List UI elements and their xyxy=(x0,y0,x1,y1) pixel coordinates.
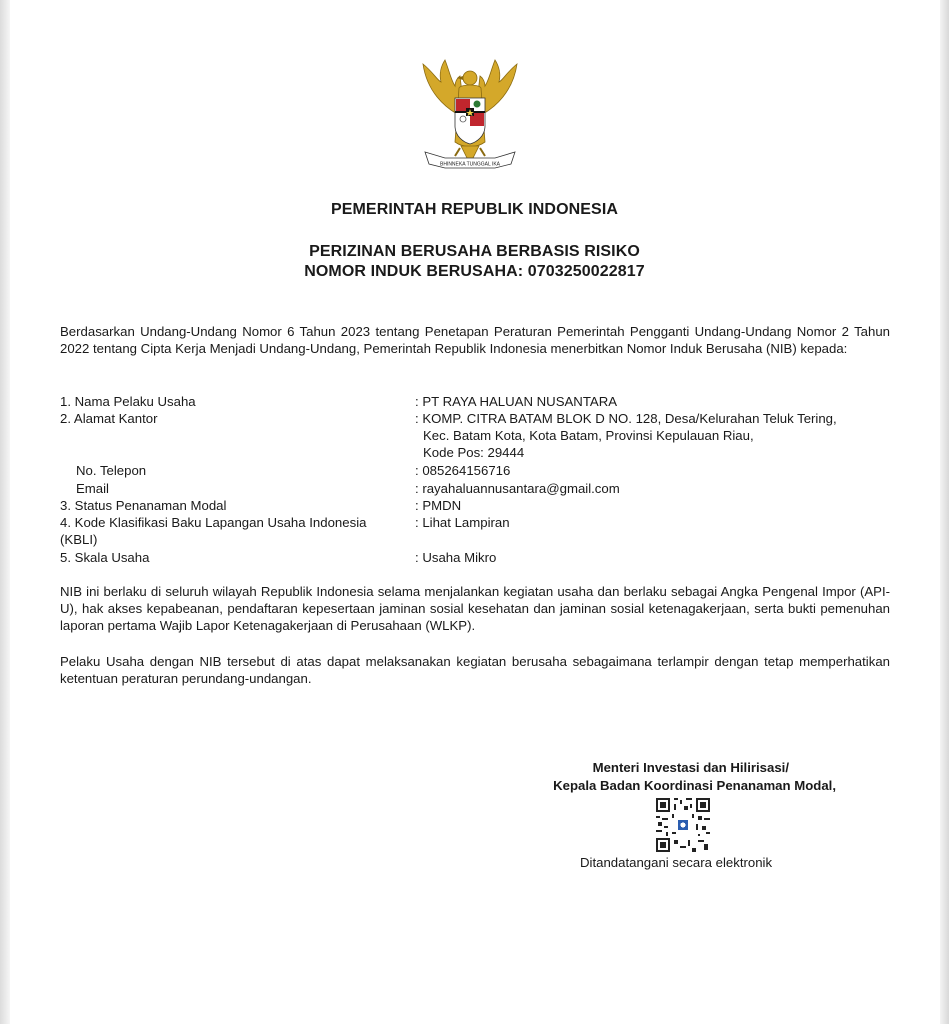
investment-status-label: 3. Status Penanaman Modal xyxy=(60,498,227,513)
business-name-label: 1. Nama Pelaku Usaha xyxy=(60,394,196,409)
nib-number: NOMOR INDUK BERUSAHA: 0703250022817 xyxy=(304,263,645,280)
kbli-value: : Lihat Lampiran xyxy=(415,515,510,530)
signatory-title-line-2: Kepala Badan Koordinasi Penanaman Modal, xyxy=(553,778,836,793)
document-title: PERIZINAN BERUSAHA BERBASIS RISIKO xyxy=(309,243,640,260)
signatory-title-line-1: Menteri Investasi dan Hilirisasi/ xyxy=(592,760,789,775)
address-line-2: Kec. Batam Kota, Kota Batam, Provinsi Kepulauan Riau, xyxy=(423,428,754,443)
business-scale-value: : Usaha Mikro xyxy=(415,550,497,565)
intro-paragraph: Berdasarkan Undang-Undang Nomor 6 Tahun 2023 tentang Penetapan Peraturan Pemerintah Pengganti Undang-Undang Nomor 2 Tahun 2022 tentang Cipta Kerja Menjadi Undang-Undang, Pemerintah Republik Indonesia menerbitkan Nomor Induk Berusaha (NIB) kepada: xyxy=(60,324,890,356)
business-name-value: : PT RAYA HALUAN NUSANTARA xyxy=(415,394,618,409)
kbli-label-suffix: (KBLI) xyxy=(60,532,98,547)
address-label: 2. Alamat Kantor xyxy=(60,411,158,426)
page-edge-left xyxy=(0,0,10,1024)
government-heading: PEMERINTAH REPUBLIK INDONESIA xyxy=(330,201,619,218)
compliance-paragraph: Pelaku Usaha dengan NIB tersebut di atas dapat melaksanakan kegiatan berusaha sebagaimana terlampir dengan tetap memperhatikan ketentuan peraturan perundang-undangan. xyxy=(60,654,890,686)
email-value: : rayahaluannusantara@gmail.com xyxy=(415,481,620,496)
garuda-emblem-icon xyxy=(405,52,535,182)
qr-code-icon xyxy=(656,798,710,852)
svg-text:BHINNEKA TUNGGAL IKA: BHINNEKA TUNGGAL IKA xyxy=(439,161,501,168)
email-label: Email xyxy=(76,481,109,496)
page-edge-right xyxy=(940,0,949,1024)
address-line-3: Kode Pos: 29444 xyxy=(423,445,525,460)
investment-status-value: : PMDN xyxy=(415,498,462,513)
electronic-signature-note: Ditandatangani secara elektronik xyxy=(580,855,773,870)
business-scale-label: 5. Skala Usaha xyxy=(60,550,150,565)
phone-value: : 085264156716 xyxy=(415,463,511,478)
phone-label: No. Telepon xyxy=(76,463,147,478)
address-line-1: : KOMP. CITRA BATAM BLOK D NO. 128, Desa/Kelurahan Teluk Tering, xyxy=(415,411,837,426)
kbli-label: 4. Kode Klasifikasi Baku Lapangan Usaha Indonesia xyxy=(60,515,367,530)
validity-paragraph: NIB ini berlaku di seluruh wilayah Republik Indonesia selama menjalankan kegiatan usaha dan berlaku sebagai Angka Pengenal Impor (API-U), hak akses kepabeanan, pendaftaran kepesertaan jaminan sosial kesehatan dan jaminan sosial ketenagakerjaan, serta bukti pemenuhan laporan pertama Wajib Lapor Ketenagakerjaan di Perusahaan (WLKP). xyxy=(60,584,890,633)
